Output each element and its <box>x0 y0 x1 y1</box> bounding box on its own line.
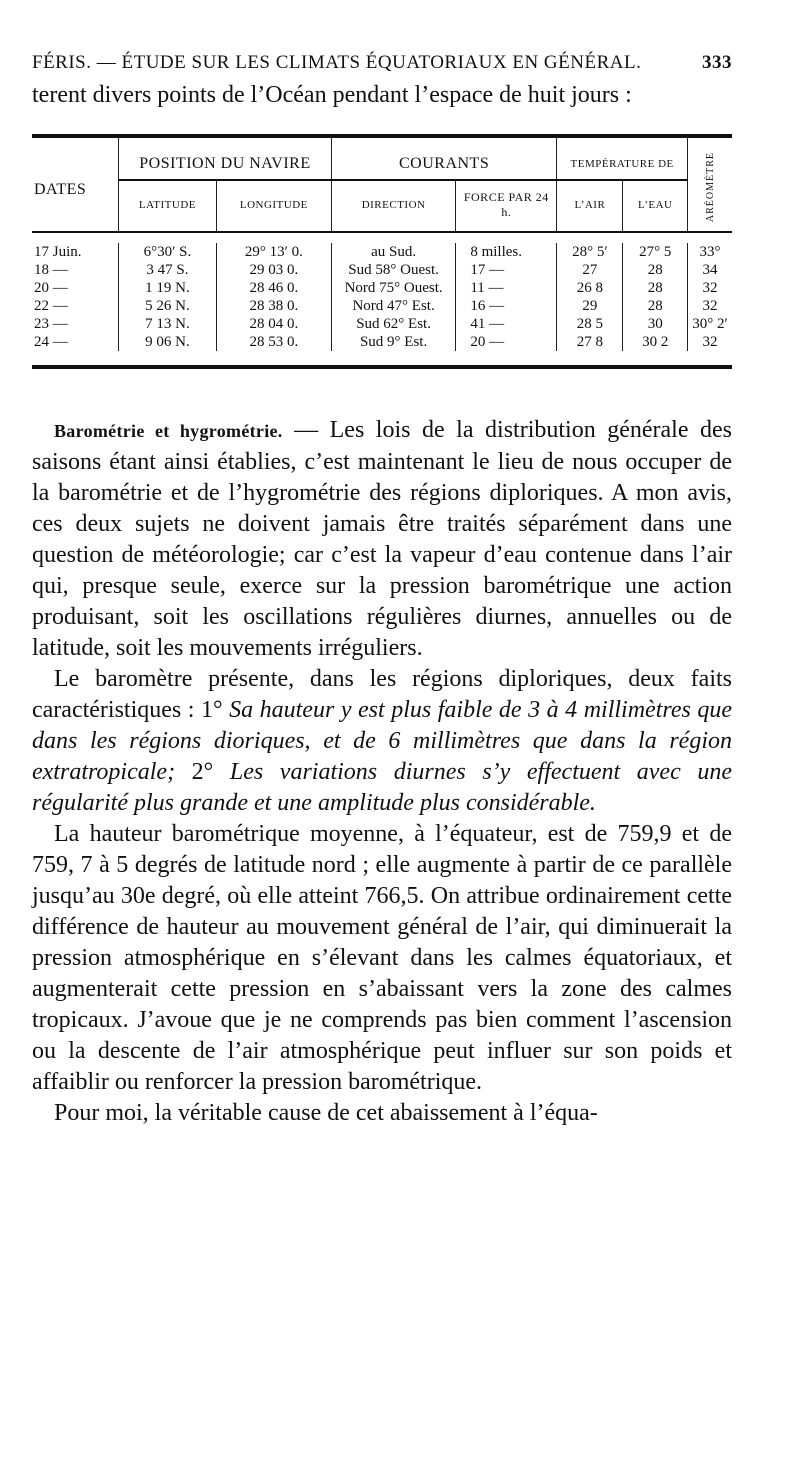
header-air: L’AIR <box>557 180 623 232</box>
header-eau: L’EAU <box>623 180 688 232</box>
cell-air: 26 8 <box>557 279 623 297</box>
table-row <box>32 315 732 333</box>
cell-latitude: 1 19 N. <box>119 279 217 297</box>
cell-eau: 28 <box>623 261 688 279</box>
cell-air: 27 8 <box>557 333 623 351</box>
page-number: 333 <box>702 52 732 73</box>
cell-air: 29 <box>557 297 623 315</box>
cell-latitude: 7 13 N. <box>119 315 217 333</box>
paragraph-text: — Les lois de la distribution générale des saisons étant ainsi établies, c’est maintenant le lieu de nous occuper de la barométrie et de l’hygrométrie des régions diploriques. A mon avis, ces deux sujets ne doivent jamais être traités séparément dans une question de météorologie; car c’est la vapeur d’eau contenue dans l’air qui, presque seule, exerce sur la pression barométrique une action produisant, soit les oscillations régulières diurnes, annuelles ou de latitude, soit les mouvements irréguliers. <box>32 417 733 662</box>
cell-date: 18 — <box>34 262 68 279</box>
cell-direction: Sud 62° Est. <box>331 315 455 333</box>
cell-force: 41 — <box>456 315 557 333</box>
cell-date: 20 — <box>34 280 68 297</box>
table-row <box>32 333 732 351</box>
section-title: Barométrie et hygrométrie. <box>54 421 283 442</box>
cell-longitude: 28 53 0. <box>216 333 331 351</box>
cell-areometre: 33° <box>688 243 733 261</box>
running-header <box>32 52 732 74</box>
header-areometre: ARÉOMÈTRE <box>704 152 716 223</box>
cell-force: 8 milles. <box>456 243 557 261</box>
cell-longitude: 28 38 0. <box>216 297 331 315</box>
running-title: FÉRIS. — ÉTUDE SUR LES CLIMATS ÉQUATORIAUX EN GÉNÉRAL. <box>32 52 642 73</box>
paragraph-barometre <box>32 664 732 819</box>
table-body <box>32 243 732 367</box>
cell-direction: Nord 47° Est. <box>331 297 455 315</box>
table-row <box>32 261 732 279</box>
italic-text: Les variations diurnes s’y effectuent avec une régularité plus grande et une amplitude plus considérable. <box>32 759 732 817</box>
cell-longitude: 29° 13′ 0. <box>216 243 331 261</box>
cell-latitude: 9 06 N. <box>119 333 217 351</box>
header-areometre-cell <box>688 136 733 232</box>
cell-latitude: 3 47 S. <box>119 261 217 279</box>
cell-date: 22 — <box>34 298 68 315</box>
cell-air: 27 <box>557 261 623 279</box>
cell-areometre: 34 <box>688 261 733 279</box>
header-longitude: LONGITUDE <box>216 180 331 232</box>
header-force: FORCE PAR 24 h. <box>456 180 557 232</box>
header-position: POSITION DU NAVIRE <box>119 136 332 180</box>
cell-areometre: 32 <box>688 279 733 297</box>
cell-eau: 27° 5 <box>623 243 688 261</box>
paragraph-text: 2° <box>175 759 230 786</box>
cell-longitude: 29 03 0. <box>216 261 331 279</box>
lead-paragraph: terent divers points de l’Océan pendant l’espace de huit jours : <box>32 82 632 108</box>
cell-latitude: 6°30′ S. <box>119 243 217 261</box>
cell-eau: 30 <box>623 315 688 333</box>
paragraph-hauteur: La hauteur barométrique moyenne, à l’équateur, est de 759,9 et de 759, 7 à 5 degrés de latitude nord ; elle augmente à partir de ce parallèle jusqu’au 30e degré, où elle atteint 766,5. On attribue ordinairement cette différence de hauteur au mouvement général de l’air, qui diminuerait la pression atmosphérique en s’élevant dans les calmes équatoriaux, et augmenterait cette pression en s’abaissant vers la zone des calmes tropicaux. J’avoue que je ne comprends pas bien comment l’ascension ou la descente de l’air atmosphérique peut influer sur son poids et affaiblir ou renforcer la pression barométrique. <box>32 821 732 1096</box>
paragraph-text: Le baromètre présente, dans les régions diploriques, deux faits caractéristiques : 1° <box>32 666 732 724</box>
table-row <box>32 243 732 261</box>
cell-eau: 28 <box>623 297 688 315</box>
data-table-wrapper <box>32 134 732 369</box>
cell-latitude: 5 26 N. <box>119 297 217 315</box>
header-temperature: TEMPÉRATURE DE <box>557 136 688 180</box>
paragraph-cause: Pour moi, la véritable cause de cet abaissement à l’équa- <box>54 1100 598 1127</box>
cell-force: 16 — <box>456 297 557 315</box>
paragraph-barometrie <box>32 415 732 664</box>
cell-eau: 28 <box>623 279 688 297</box>
cell-eau: 30 2 <box>623 333 688 351</box>
cell-date: 24 — <box>34 334 68 351</box>
header-dates: DATES <box>34 180 87 198</box>
cell-date: 17 Juin. <box>34 244 82 261</box>
cell-direction: Sud 58° Ouest. <box>331 261 455 279</box>
cell-direction: Nord 75° Ouest. <box>331 279 455 297</box>
cell-longitude: 28 46 0. <box>216 279 331 297</box>
cell-force: 11 — <box>456 279 557 297</box>
data-table <box>32 134 732 369</box>
header-courants: COURANTS <box>331 136 556 180</box>
cell-air: 28° 5′ <box>557 243 623 261</box>
italic-text: Sa hauteur y est plus faible de 3 à 4 millimètres que dans les régions dioriques, et de 6 millimètres que dans la région extratropicale; <box>32 697 732 786</box>
cell-air: 28 5 <box>557 315 623 333</box>
cell-areometre: 32 <box>688 297 733 315</box>
cell-date: 23 — <box>34 316 68 333</box>
cell-direction: Sud 9° Est. <box>331 333 455 351</box>
cell-areometre: 30° 2′ <box>688 315 733 333</box>
book-page <box>32 52 732 1129</box>
cell-direction: au Sud. <box>331 243 455 261</box>
cell-force: 17 — <box>456 261 557 279</box>
body-text <box>32 415 732 1129</box>
table-row <box>32 297 732 315</box>
header-direction: DIRECTION <box>331 180 455 232</box>
cell-force: 20 — <box>456 333 557 351</box>
cell-areometre: 32 <box>688 333 733 351</box>
table-row <box>32 279 732 297</box>
cell-longitude: 28 04 0. <box>216 315 331 333</box>
header-latitude: LATITUDE <box>119 180 217 232</box>
